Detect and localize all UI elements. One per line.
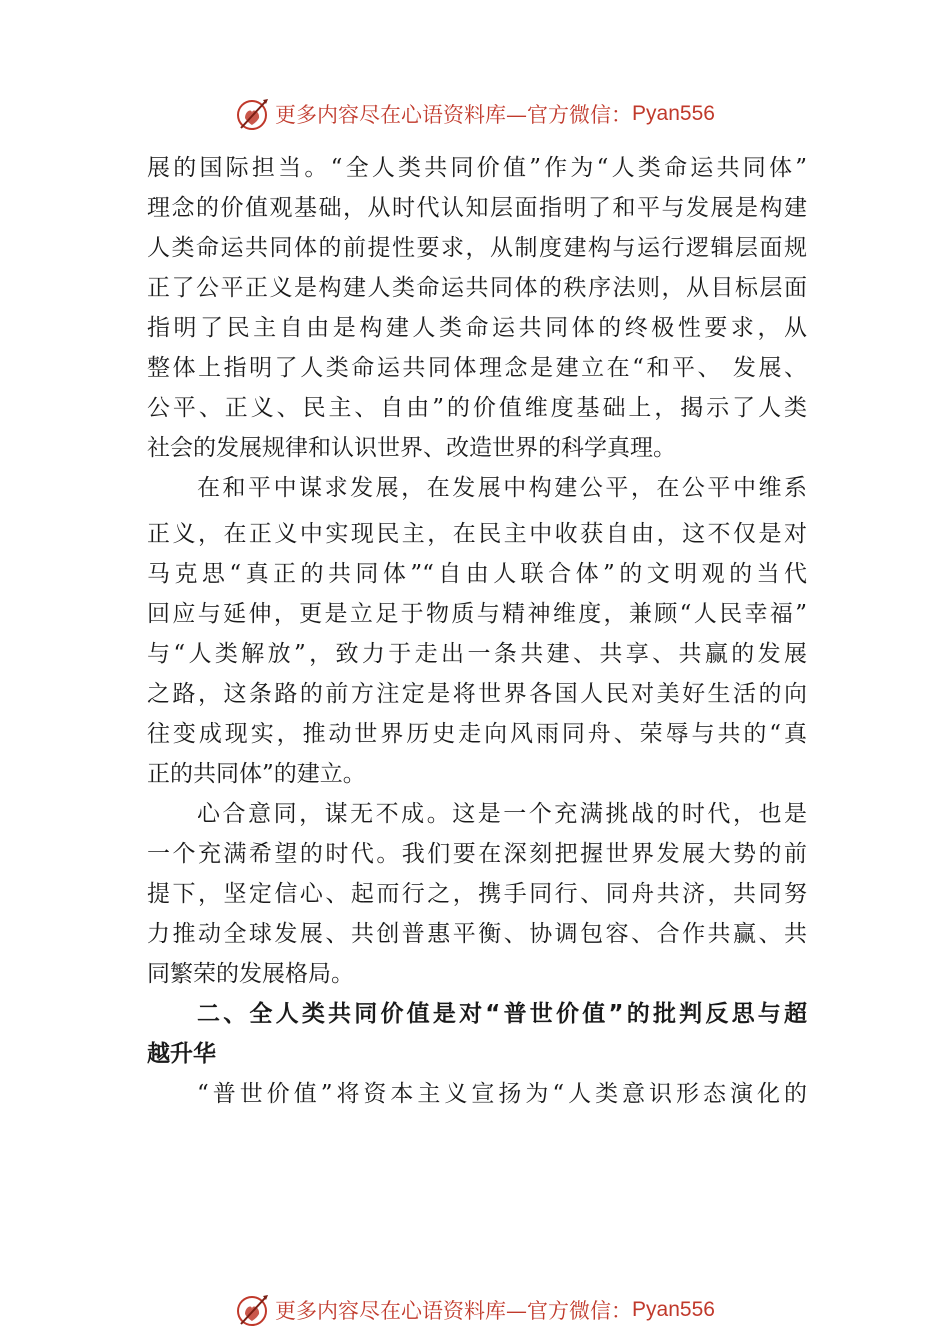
text-line: 力推动全球发展、共创普惠平衡、协调包容、合作共赢、共	[147, 921, 807, 947]
text-line: 在和平中谋求发展，在发展中构建公平，在公平中维系	[197, 475, 807, 501]
paragraph-1	[147, 148, 807, 468]
text-line: 人类命运共同体的前提性要求，从制度建构与运行逻辑层面规	[147, 235, 807, 261]
heading-line: 二、全人类共同价值是对“普世价值”的批判反思与超	[197, 1001, 807, 1027]
text-line: 心合意同，谋无不成。这是一个充满挑战的时代，也是	[197, 801, 807, 827]
banner-wechat-id: Pyan556	[632, 1298, 715, 1321]
header-banner	[0, 94, 950, 134]
text-line: “普世价值”将资本主义宣扬为“人类意识形态演化的	[197, 1081, 807, 1107]
paragraph-4	[147, 1074, 807, 1114]
banner-text: 更多内容尽在心语资料库—官方微信：	[275, 1299, 633, 1323]
text-line: 之路，这条路的前方注定是将世界各国人民对美好生活的向	[147, 681, 807, 707]
paragraph-3	[147, 794, 807, 994]
footer-banner	[0, 1290, 950, 1330]
document-body	[147, 148, 807, 1114]
text-line: 展的国际担当。“全人类共同价值”作为“人类命运共同体”	[147, 155, 807, 181]
quill-heart-logo-icon	[235, 96, 271, 132]
text-line: 整体上指明了人类命运共同体理念是建立在“和平、 发展、	[147, 355, 807, 381]
text-line: 社会的发展规律和认识世界、改造世界的科学真理。	[147, 435, 676, 461]
text-line: 马克思“真正的共同体”“自由人联合体”的文明观的当代	[147, 561, 807, 587]
heading-line: 越升华	[147, 1041, 216, 1067]
text-line: 回应与延伸，更是立足于物质与精神维度，兼顾“人民幸福”	[147, 601, 807, 627]
text-line: 与“人类解放”，致力于走出一条共建、共享、共赢的发展	[147, 641, 807, 667]
text-line: 正了公平正义是构建人类命运共同体的秩序法则，从目标层面	[147, 275, 807, 301]
text-line: 一个充满希望的时代。我们要在深刻把握世界发展大势的前	[147, 841, 807, 867]
text-line: 提下，坚定信心、起而行之，携手同行、同舟共济，共同努	[147, 881, 807, 907]
text-line: 往变成现实，推动世界历史走向风雨同舟、荣辱与共的“真	[147, 721, 807, 747]
quill-heart-logo-icon	[235, 1292, 271, 1328]
banner-wechat-id: Pyan556	[632, 102, 715, 125]
text-line: 公平、正义、民主、自由”的价值维度基础上，揭示了人类	[147, 395, 807, 421]
text-line: 理念的价值观基础，从时代认知层面指明了和平与发展是构建	[147, 195, 807, 221]
paragraph-2	[147, 468, 807, 794]
text-line: 正义，在正义中实现民主，在民主中收获自由，这不仅是对	[147, 521, 807, 547]
section-heading	[147, 994, 807, 1074]
text-line: 同繁荣的发展格局。	[147, 961, 354, 987]
text-line: 正的共同体”的建立。	[147, 761, 366, 787]
text-line: 指明了民主自由是构建人类命运共同体的终极性要求，从	[147, 315, 807, 341]
banner-text: 更多内容尽在心语资料库—官方微信：	[275, 103, 633, 127]
